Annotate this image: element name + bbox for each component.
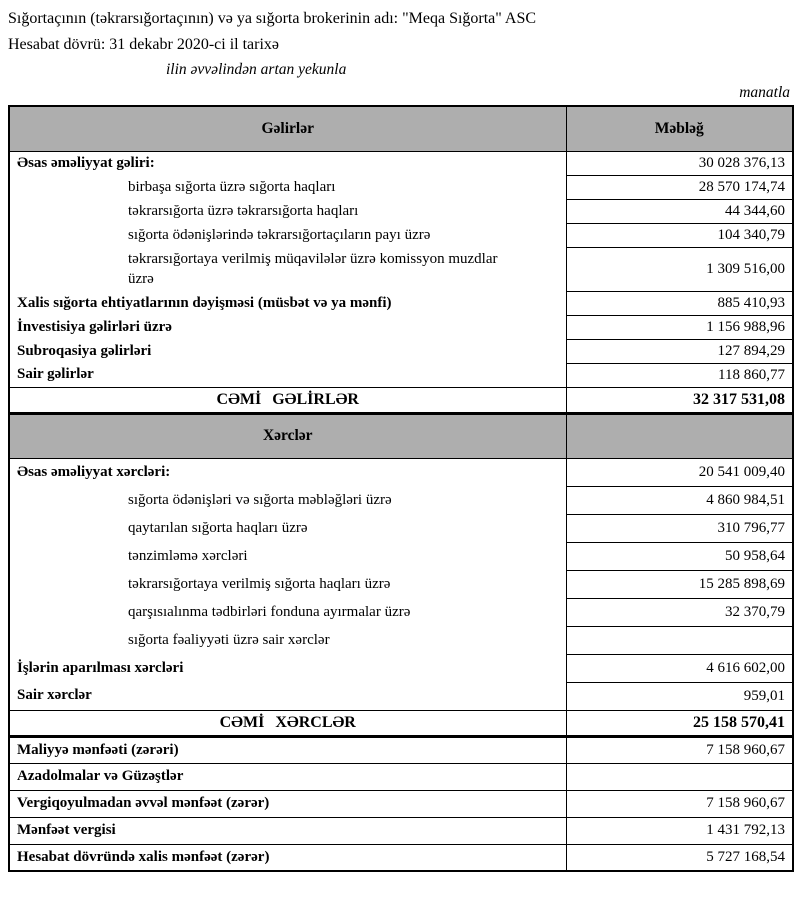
row-label: təkrarsığorta üzrə təkrarsığorta haqları — [9, 199, 566, 223]
table-row — [9, 458, 793, 486]
row-amount: 310 796,77 — [566, 514, 793, 542]
row-amount: 4 616 602,00 — [566, 654, 793, 682]
income-total-amount: 32 317 531,08 — [566, 387, 793, 413]
currency-note: manatla — [739, 84, 790, 101]
row-amount: 28 570 174,74 — [566, 175, 793, 199]
row-label: Xalis sığorta ehtiyatlarının dəyişməsi (müsbət və ya mənfi) — [9, 291, 566, 315]
table-row — [9, 486, 793, 514]
row-label: qarşısıalınma tədbirləri fonduna ayırmalar üzrə — [9, 598, 566, 626]
table-row — [9, 542, 793, 570]
row-label: Sair gəlirlər — [9, 363, 566, 387]
insurer-name-line: Sığortaçının (təkrarsığortaçının) və ya sığorta brokerinin adı: "Meqa Sığorta" ASC — [8, 10, 537, 27]
table-row — [9, 223, 793, 247]
row-amount: 885 410,93 — [566, 291, 793, 315]
table-row — [9, 175, 793, 199]
income-section-header-row — [9, 106, 793, 151]
row-amount: 20 541 009,40 — [566, 458, 793, 486]
row-amount: 4 860 984,51 — [566, 486, 793, 514]
table-row — [9, 598, 793, 626]
row-label: Əsas əməliyyat gəliri: — [9, 151, 566, 175]
row-label: İşlərin aparılması xərcləri — [9, 654, 566, 682]
row-amount: 959,01 — [566, 682, 793, 710]
summary-row — [9, 763, 793, 790]
income-total-label: CƏMİ GƏLİRLƏR — [9, 387, 566, 413]
row-label: İnvestisiya gəlirləri üzrə — [9, 315, 566, 339]
expense-total-label: CƏMİ XƏRCLƏR — [9, 710, 566, 736]
table-row — [9, 339, 793, 363]
row-label: sığorta fəaliyyəti üzrə sair xərclər — [9, 626, 566, 654]
income-total-row — [9, 387, 793, 413]
row-amount: 127 894,29 — [566, 339, 793, 363]
row-label: Azadolmalar və Güzəştlər — [9, 763, 566, 790]
expense-total-row — [9, 710, 793, 736]
row-label: sığorta ödənişləri və sığorta məbləğləri üzrə — [9, 486, 566, 514]
row-amount: 118 860,77 — [566, 363, 793, 387]
row-label: sığorta ödənişlərində təkrarsığortaçıların payı üzrə — [9, 223, 566, 247]
table-row — [9, 291, 793, 315]
row-amount: 7 158 960,67 — [566, 790, 793, 817]
row-amount: 44 344,60 — [566, 199, 793, 223]
report-period-line: Hesabat dövrü: 31 dekabr 2020-ci il tarixə — [8, 36, 280, 53]
table-row — [9, 247, 793, 291]
row-amount: 104 340,79 — [566, 223, 793, 247]
row-amount: 5 727 168,54 — [566, 844, 793, 871]
table-row — [9, 570, 793, 598]
table-row — [9, 514, 793, 542]
row-amount: 50 958,64 — [566, 542, 793, 570]
row-amount: 30 028 376,13 — [566, 151, 793, 175]
row-amount: 1 156 988,96 — [566, 315, 793, 339]
row-label: tənzimləmə xərcləri — [9, 542, 566, 570]
row-label: təkrarsığortaya verilmiş sığorta haqları üzrə — [9, 570, 566, 598]
row-amount: 32 370,79 — [566, 598, 793, 626]
row-label: Mənfəət vergisi — [9, 817, 566, 844]
row-amount: 1 309 516,00 — [566, 247, 793, 291]
row-amount — [566, 763, 793, 790]
row-label: Maliyyə mənfəəti (zərəri) — [9, 736, 566, 763]
row-label — [9, 247, 566, 291]
row-label: qaytarılan sığorta haqları üzrə — [9, 514, 566, 542]
table-row — [9, 654, 793, 682]
row-label: Subroqasiya gəlirləri — [9, 339, 566, 363]
income-expense-table — [8, 105, 794, 872]
row-label: Hesabat dövründə xalis mənfəət (zərər) — [9, 844, 566, 871]
expense-total-amount: 25 158 570,41 — [566, 710, 793, 736]
summary-row — [9, 817, 793, 844]
table-row — [9, 315, 793, 339]
row-label: birbaşa sığorta üzrə sığorta haqları — [9, 175, 566, 199]
row-label: Vergiqoyulmadan əvvəl mənfəət (zərər) — [9, 790, 566, 817]
expense-section-title: Xərclər — [9, 413, 566, 458]
row-amount: 7 158 960,67 — [566, 736, 793, 763]
summary-row — [9, 790, 793, 817]
row-label: Sair xərclər — [9, 682, 566, 710]
table-row — [9, 626, 793, 654]
row-amount: 1 431 792,13 — [566, 817, 793, 844]
table-row — [9, 151, 793, 175]
table-row — [9, 363, 793, 387]
income-section-title: Gəlirlər — [9, 106, 566, 151]
summary-row — [9, 844, 793, 871]
report-subtitle: ilin əvvəlindən artan yekunla — [166, 61, 347, 78]
expense-amount-header-cell — [566, 413, 793, 458]
row-amount: 15 285 898,69 — [566, 570, 793, 598]
row-label: Əsas əməliyyat xərcləri: — [9, 458, 566, 486]
table-row — [9, 199, 793, 223]
row-amount — [566, 626, 793, 654]
summary-row — [9, 736, 793, 763]
expense-section-header-row — [9, 413, 793, 458]
amount-column-header: Məbləğ — [566, 106, 793, 151]
table-row — [9, 682, 793, 710]
row-label-text: təkrarsığortaya verilmiş müqavilələr üzrə komissyon muzdlar üzrə — [128, 251, 498, 287]
